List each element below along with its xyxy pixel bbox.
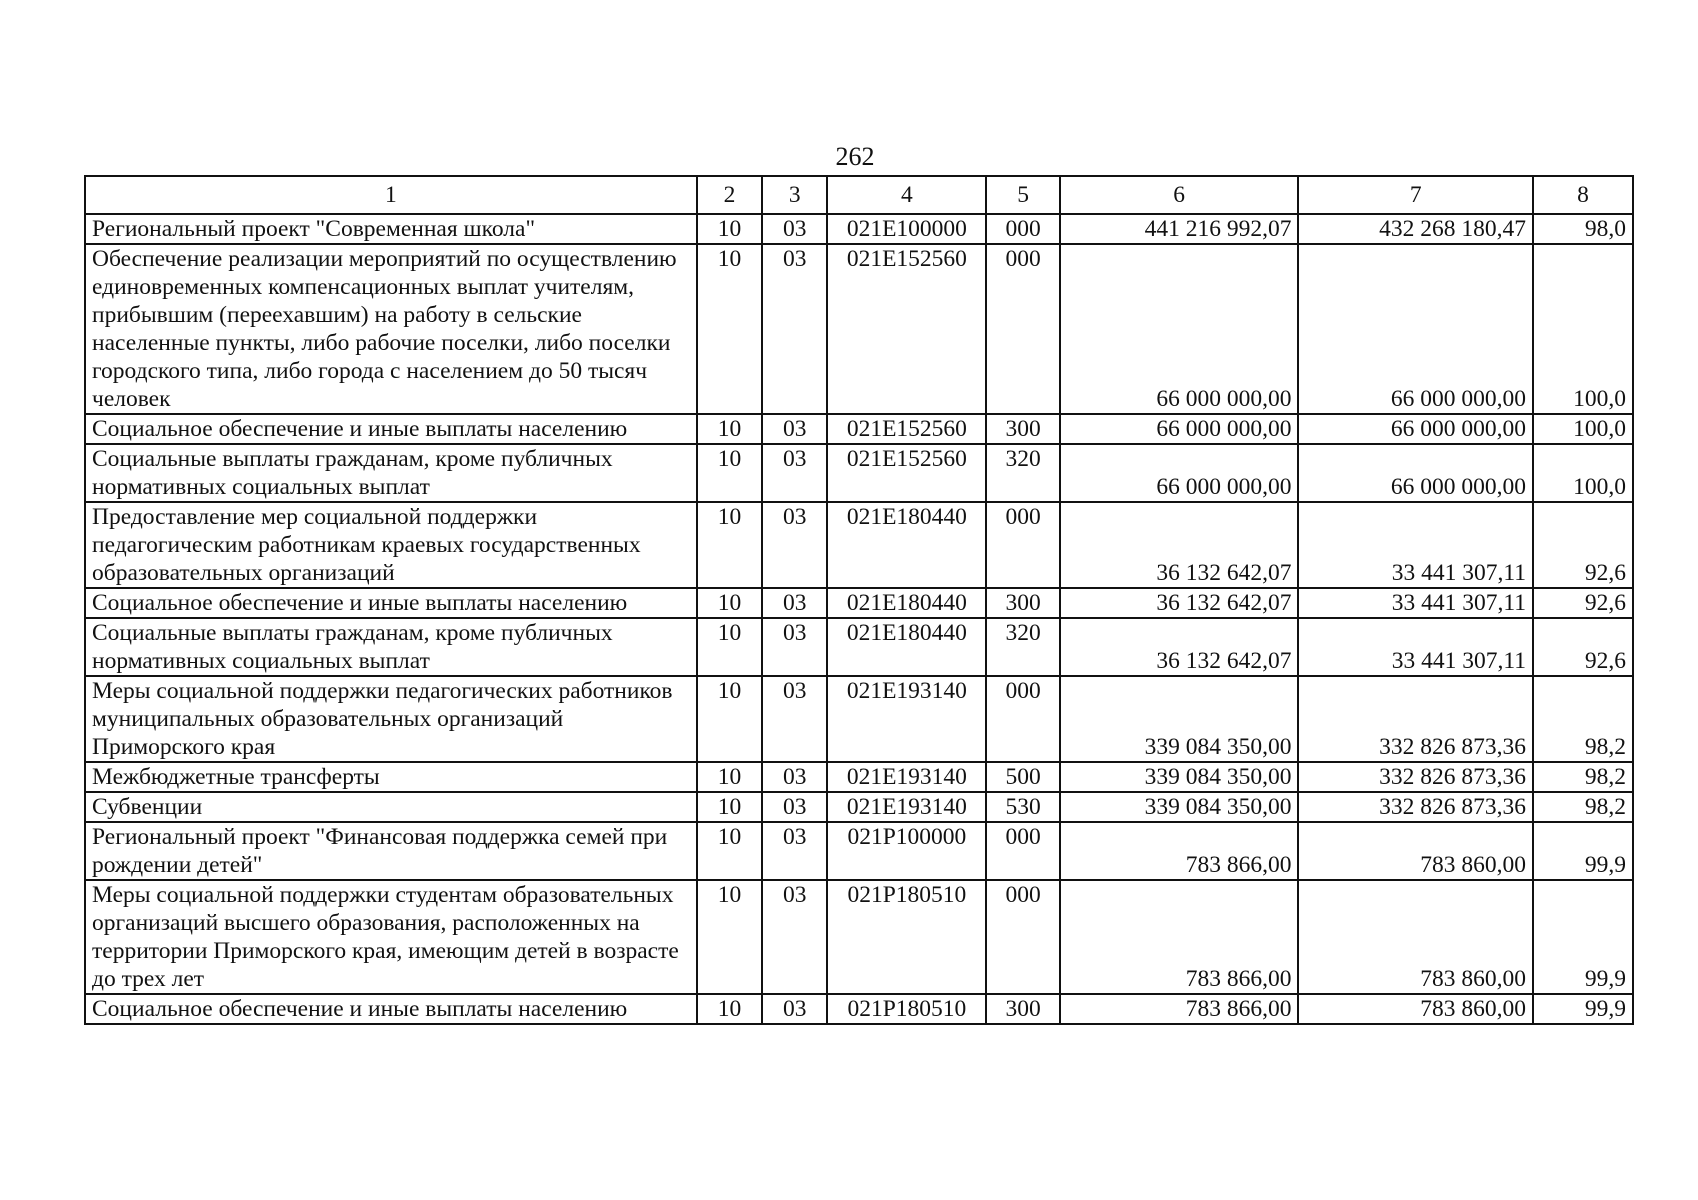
row-target-code: 021E100000: [827, 214, 986, 244]
row-target-code: 021E180440: [827, 588, 986, 618]
row-executed-amount: 33 441 307,11: [1298, 588, 1533, 618]
row-expense-type: 000: [986, 822, 1059, 880]
header-cell-5: 5: [986, 176, 1059, 214]
row-expense-type: 000: [986, 502, 1059, 588]
row-target-code: 021P180510: [827, 994, 986, 1024]
table-row: [85, 618, 1633, 676]
row-target-code: 021E152560: [827, 244, 986, 414]
row-executed-amount: 66 000 000,00: [1298, 414, 1533, 444]
row-name: Социальные выплаты гражданам, кроме публичных нормативных социальных выплат: [85, 444, 697, 502]
row-executed-amount: 33 441 307,11: [1298, 502, 1533, 588]
row-section: 10: [697, 676, 762, 762]
row-subsection: 03: [762, 880, 827, 994]
page-number: 262: [835, 142, 875, 171]
row-subsection: 03: [762, 444, 827, 502]
row-percent: 100,0: [1533, 414, 1633, 444]
row-subsection: 03: [762, 762, 827, 792]
row-target-code: 021E180440: [827, 618, 986, 676]
row-section: 10: [697, 792, 762, 822]
row-percent: 92,6: [1533, 502, 1633, 588]
row-section: 10: [697, 994, 762, 1024]
row-percent: 92,6: [1533, 588, 1633, 618]
row-executed-amount: 66 000 000,00: [1298, 444, 1533, 502]
row-subsection: 03: [762, 214, 827, 244]
row-percent: 98,2: [1533, 762, 1633, 792]
row-target-code: 021P100000: [827, 822, 986, 880]
row-section: 10: [697, 244, 762, 414]
header-cell-3: 3: [762, 176, 827, 214]
row-planned-amount: 441 216 992,07: [1060, 214, 1299, 244]
row-expense-type: 000: [986, 676, 1059, 762]
row-subsection: 03: [762, 414, 827, 444]
row-section: 10: [697, 214, 762, 244]
row-executed-amount: 33 441 307,11: [1298, 618, 1533, 676]
table-row: [85, 214, 1633, 244]
table-row: [85, 994, 1633, 1024]
budget-table: [84, 175, 1634, 1025]
row-name: Обеспечение реализации мероприятий по осуществлению единовременных компенсационных выплат учителям, прибывшим (переехавшим) на работу в сельские населенные пункты, либо рабочие поселки, либо поселки городского типа, либо города с населением до 50 тысяч человек: [85, 244, 697, 414]
row-percent: 98,0: [1533, 214, 1633, 244]
row-executed-amount: 783 860,00: [1298, 822, 1533, 880]
row-subsection: 03: [762, 244, 827, 414]
table-row: [85, 762, 1633, 792]
row-planned-amount: 36 132 642,07: [1060, 588, 1299, 618]
table-row: [85, 880, 1633, 994]
row-subsection: 03: [762, 676, 827, 762]
table-row: [85, 588, 1633, 618]
row-expense-type: 300: [986, 588, 1059, 618]
row-name: Социальное обеспечение и иные выплаты населению: [85, 414, 697, 444]
row-expense-type: 000: [986, 880, 1059, 994]
row-expense-type: 500: [986, 762, 1059, 792]
row-section: 10: [697, 444, 762, 502]
header-cell-7: 7: [1298, 176, 1533, 214]
row-expense-type: 320: [986, 444, 1059, 502]
row-expense-type: 320: [986, 618, 1059, 676]
row-percent: 100,0: [1533, 444, 1633, 502]
row-target-code: 021E193140: [827, 762, 986, 792]
table-row: [85, 822, 1633, 880]
row-planned-amount: 783 866,00: [1060, 822, 1299, 880]
row-planned-amount: 339 084 350,00: [1060, 762, 1299, 792]
row-executed-amount: 783 860,00: [1298, 880, 1533, 994]
row-expense-type: 530: [986, 792, 1059, 822]
row-target-code: 021E193140: [827, 792, 986, 822]
table-row: [85, 414, 1633, 444]
header-cell-6: 6: [1060, 176, 1299, 214]
row-executed-amount: 432 268 180,47: [1298, 214, 1533, 244]
row-target-code: 021E193140: [827, 676, 986, 762]
row-target-code: 021E152560: [827, 414, 986, 444]
header-cell-4: 4: [827, 176, 986, 214]
table-row: [85, 792, 1633, 822]
row-executed-amount: 332 826 873,36: [1298, 676, 1533, 762]
row-target-code: 021E152560: [827, 444, 986, 502]
header-row: [85, 176, 1633, 214]
row-planned-amount: 339 084 350,00: [1060, 792, 1299, 822]
row-name: Субвенции: [85, 792, 697, 822]
row-name: Социальное обеспечение и иные выплаты населению: [85, 994, 697, 1024]
table-row: [85, 676, 1633, 762]
row-section: 10: [697, 880, 762, 994]
table-row: [85, 444, 1633, 502]
row-executed-amount: 332 826 873,36: [1298, 792, 1533, 822]
row-planned-amount: 783 866,00: [1060, 994, 1299, 1024]
header-cell-1: 1: [85, 176, 697, 214]
row-planned-amount: 66 000 000,00: [1060, 244, 1299, 414]
row-section: 10: [697, 822, 762, 880]
row-percent: 92,6: [1533, 618, 1633, 676]
header-cell-8: 8: [1533, 176, 1633, 214]
row-name: Меры социальной поддержки педагогических работников муниципальных образовательных организаций Приморского края: [85, 676, 697, 762]
row-section: 10: [697, 762, 762, 792]
row-percent: 100,0: [1533, 244, 1633, 414]
row-subsection: 03: [762, 822, 827, 880]
row-percent: 98,2: [1533, 676, 1633, 762]
row-executed-amount: 332 826 873,36: [1298, 762, 1533, 792]
row-subsection: 03: [762, 792, 827, 822]
row-planned-amount: 36 132 642,07: [1060, 502, 1299, 588]
row-name: Предоставление мер социальной поддержки педагогическим работникам краевых государственных образовательных организаций: [85, 502, 697, 588]
row-subsection: 03: [762, 502, 827, 588]
row-planned-amount: 66 000 000,00: [1060, 444, 1299, 502]
row-subsection: 03: [762, 618, 827, 676]
row-name: Социальные выплаты гражданам, кроме публичных нормативных социальных выплат: [85, 618, 697, 676]
row-percent: 99,9: [1533, 880, 1633, 994]
row-name: Региональный проект "Современная школа": [85, 214, 697, 244]
table-row: [85, 244, 1633, 414]
row-section: 10: [697, 588, 762, 618]
row-planned-amount: 783 866,00: [1060, 880, 1299, 994]
row-target-code: 021P180510: [827, 880, 986, 994]
row-expense-type: 300: [986, 414, 1059, 444]
row-name: Меры социальной поддержки студентам образовательных организаций высшего образования, расположенных на территории Приморского края, имеющим детей в возрасте до трех лет: [85, 880, 697, 994]
row-expense-type: 000: [986, 214, 1059, 244]
row-percent: 99,9: [1533, 822, 1633, 880]
row-section: 10: [697, 414, 762, 444]
row-name: Региональный проект "Финансовая поддержка семей при рождении детей": [85, 822, 697, 880]
row-subsection: 03: [762, 588, 827, 618]
header-cell-2: 2: [697, 176, 762, 214]
row-planned-amount: 339 084 350,00: [1060, 676, 1299, 762]
row-section: 10: [697, 618, 762, 676]
row-section: 10: [697, 502, 762, 588]
row-executed-amount: 783 860,00: [1298, 994, 1533, 1024]
row-expense-type: 300: [986, 994, 1059, 1024]
row-percent: 98,2: [1533, 792, 1633, 822]
row-percent: 99,9: [1533, 994, 1633, 1024]
row-target-code: 021E180440: [827, 502, 986, 588]
row-expense-type: 000: [986, 244, 1059, 414]
table-body: [85, 176, 1633, 1024]
row-planned-amount: 66 000 000,00: [1060, 414, 1299, 444]
row-planned-amount: 36 132 642,07: [1060, 618, 1299, 676]
row-name: Социальное обеспечение и иные выплаты населению: [85, 588, 697, 618]
row-executed-amount: 66 000 000,00: [1298, 244, 1533, 414]
row-subsection: 03: [762, 994, 827, 1024]
row-name: Межбюджетные трансферты: [85, 762, 697, 792]
table-row: [85, 502, 1633, 588]
